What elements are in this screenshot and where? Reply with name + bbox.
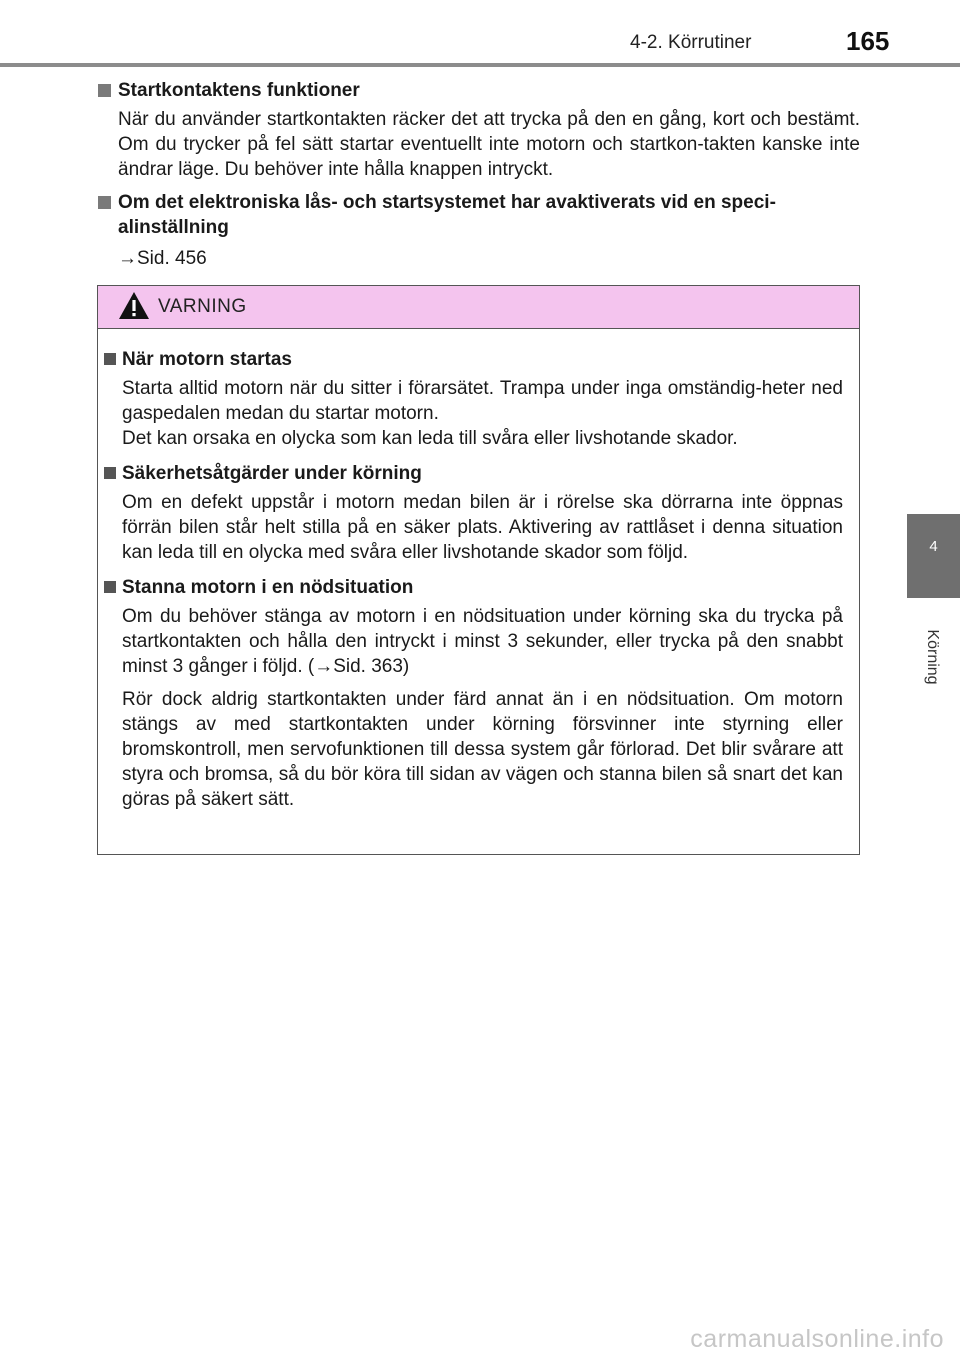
- square-bullet-icon: [104, 353, 116, 365]
- warning-title: VARNING: [158, 296, 247, 317]
- square-bullet-icon: [98, 84, 111, 97]
- warning-heading-text: Säkerhetsåtgärder under körning: [122, 463, 422, 484]
- warning-heading-text: När motorn startas: [122, 349, 292, 370]
- page-reference: →Sid. 456: [118, 248, 207, 269]
- warning-item-heading: [104, 575, 843, 600]
- warning-paragraph: Starta alltid motorn när du sitter i förarsätet. Trampa under inga omständig-heter ned gaspedalen medan du startar motorn.: [122, 378, 843, 424]
- side-tab-label: Körning: [924, 629, 941, 685]
- square-bullet-icon: [98, 196, 111, 209]
- section-heading-elektroniska-las: [98, 190, 860, 240]
- warning-heading-text: Stanna motorn i en nödsituation: [122, 577, 414, 598]
- warning-paragraph: Det kan orsaka en olycka som kan leda till svåra eller livshotande skador.: [122, 428, 738, 449]
- header-rule: [0, 63, 960, 67]
- section-heading-text: Om det elektroniska lås- och startsystemet har avaktiverats vid en speci-alinställning: [118, 192, 776, 238]
- warning-item: [104, 347, 843, 451]
- square-bullet-icon: [104, 467, 116, 479]
- warning-body: [98, 329, 859, 812]
- watermark-link[interactable]: carmanualsonline.info: [690, 1325, 944, 1353]
- chapter-title: 4-2. Körrutiner: [630, 32, 752, 53]
- section-paragraph: När du använder startkontakten räcker det att trycka på den en gång, kort och bestämt. Om du trycker på fel sätt startar eventuellt inte motorn och startkon-takten kanske inte ändrar läge. Du behöver inte hålla knappen intryckt.: [118, 109, 860, 180]
- main-content: [98, 78, 860, 271]
- page-footer: [0, 1310, 960, 1360]
- section-heading-startkontakt: [98, 78, 860, 103]
- warning-item: [104, 575, 843, 812]
- warning-item: [104, 461, 843, 565]
- page-number: 165: [846, 26, 890, 56]
- warning-item-heading: [104, 347, 843, 372]
- warning-paragraph: Om en defekt uppstår i motorn medan bilen är i rörelse ska dörrarna inte öppnas förrän bilen står helt stilla på en säker plats. Aktivering av rattlåset i denna situation kan leda till en olycka med svåra eller livshotande skador som följd.: [122, 492, 843, 563]
- section-heading-text: Startkontaktens funktioner: [118, 80, 360, 101]
- chapter-side-tab: [907, 514, 960, 598]
- warning-item-heading: [104, 461, 843, 486]
- warning-paragraph: Rör dock aldrig startkontakten under färd annat än i en nödsituation. Om motorn stängs av med startkontakten under körning försvinner inte styrning eller bromskontroll, men servofunktionen till dessa system går förlorad. Det blir svårare att styra och bromsa, så du bör köra till sidan av vägen och stanna bilen så snart det kan göras på säkert sätt.: [122, 689, 843, 810]
- warning-paragraph: Om du behöver stänga av motorn i en nödsituation under körning ska du trycka på startkontakten och hålla den intryckt i minst 3 sekunder, eller trycka på den snabbt minst 3 gånger i följd. (→Sid. 363): [122, 606, 843, 677]
- warning-header: [98, 286, 859, 329]
- side-tab-number: 4: [929, 538, 938, 555]
- warning-box: [97, 285, 860, 855]
- warning-triangle-icon: [118, 291, 150, 320]
- square-bullet-icon: [104, 581, 116, 593]
